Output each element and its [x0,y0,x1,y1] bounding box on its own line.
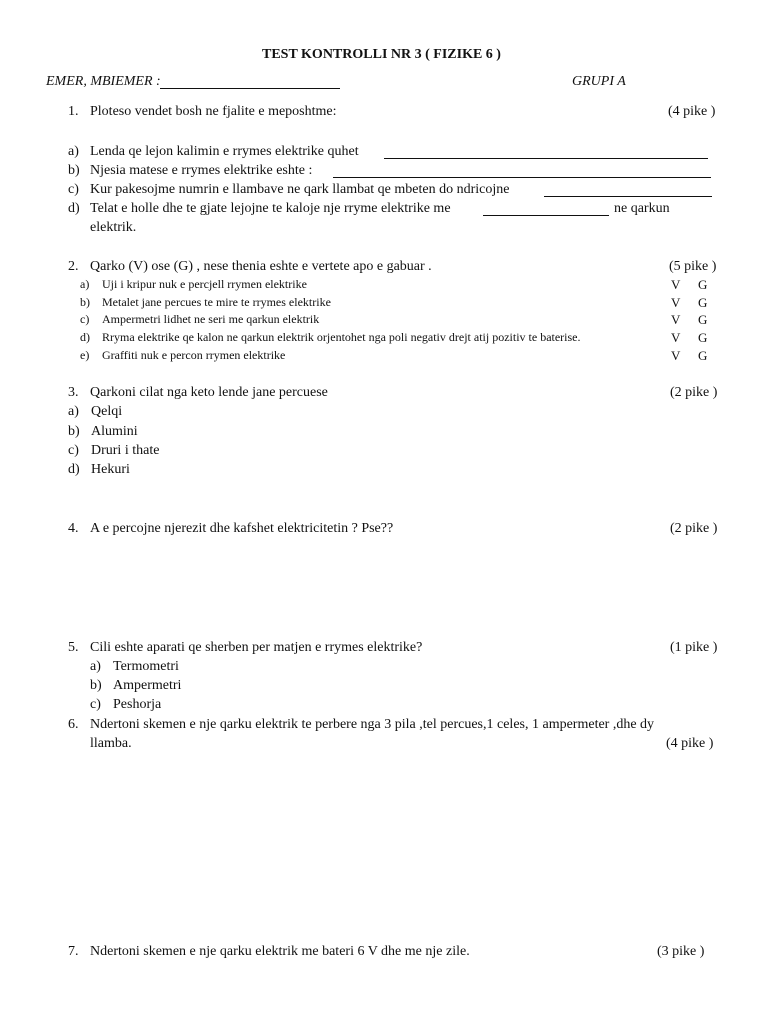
q3-option-letter: a) [68,404,79,419]
q3-option-letter: b) [68,424,80,439]
q1-number: 1. [68,104,79,119]
q2-item-letter: a) [80,277,90,291]
true-option[interactable]: V [671,312,681,327]
q2-number: 2. [68,259,79,274]
q5-option-letter: a) [90,659,101,674]
q1d-answer-blank[interactable] [483,204,609,216]
q3-option-letter: d) [68,462,80,477]
false-option[interactable]: G [698,295,708,310]
q5-points: (1 pike ) [670,640,718,655]
q5-option-letter: c) [90,697,101,712]
q3-option[interactable]: Qelqi [91,404,123,419]
q2-text: Qarko (V) ose (G) , nese thenia eshte e vertete apo e gabuar . [90,259,432,274]
q2-item-text: Ampermetri lidhet ne seri me qarkun elektrik [102,312,320,326]
q6-points: (4 pike ) [666,736,714,751]
q6-text-continuation: llamba. [90,736,132,751]
q1-item-letter: c) [68,182,79,197]
q2-item-letter: b) [80,295,90,309]
false-option[interactable]: G [698,312,708,327]
name-blank-line[interactable] [160,77,340,89]
q2-item-letter: c) [80,312,90,326]
q5-number: 5. [68,640,79,655]
q5-option-letter: b) [90,678,102,693]
q3-number: 3. [68,385,79,400]
q3-option[interactable]: Alumini [91,424,138,439]
true-option[interactable]: V [671,330,681,345]
q1b-answer-blank[interactable] [333,166,711,178]
true-option[interactable]: V [671,277,681,292]
q1-points: (4 pike ) [668,104,716,119]
q1-item-letter: d) [68,201,80,216]
q1-item-text: Kur pakesojme numrin e llambave ne qark llambat qe mbeten do ndricojne [90,182,510,197]
q2-item-text: Metalet jane percues te mire te rrymes elektrike [102,295,331,309]
q1-item-text: Njesia matese e rrymes elektrike eshte : [90,163,313,178]
q7-points: (3 pike ) [657,944,705,959]
q1-text: Ploteso vendet bosh ne fjalite e meposhtme: [90,104,337,119]
q1-item-text: Lenda qe lejon kalimin e rrymes elektrike quhet [90,144,359,159]
group-label: GRUPI A [572,74,626,89]
q6-number: 6. [68,717,79,732]
q7-text: Ndertoni skemen e nje qarku elektrik me bateri 6 V dhe me nje zile. [90,944,470,959]
q5-text: Cili eshte aparati qe sherben per matjen e rrymes elektrike? [90,640,423,655]
false-option[interactable]: G [698,348,708,363]
q4-text: A e percojne njerezit dhe kafshet elektricitetin ? Pse?? [90,521,394,536]
q2-item-letter: d) [80,330,90,344]
q7-number: 7. [68,944,79,959]
q3-option[interactable]: Druri i thate [91,443,160,458]
true-option[interactable]: V [671,295,681,310]
q3-option-letter: c) [68,443,79,458]
q3-points: (2 pike ) [670,385,718,400]
name-label: EMER, MBIEMER : [46,74,161,89]
q3-text: Qarkoni cilat nga keto lende jane percuese [90,385,328,400]
q5-option[interactable]: Peshorja [113,697,162,712]
q1c-answer-blank[interactable] [544,185,712,197]
q2-item-text: Rryma elektrike qe kalon ne qarkun elektrik orjentohet nga poli negativ drejt atij pozitiv te baterise. [102,330,581,344]
q2-item-text: Graffiti nuk e percon rrymen elektrike [102,348,286,362]
test-title: TEST KONTROLLI NR 3 ( FIZIKE 6 ) [262,47,501,62]
q3-option[interactable]: Hekuri [91,462,130,477]
q1-item-letter: b) [68,163,80,178]
false-option[interactable]: G [698,330,708,345]
q2-item-letter: e) [80,348,90,362]
q1-item-text-after: ne qarkun [614,201,670,216]
q1-item-text: Telat e holle dhe te gjate lejojne te kaloje nje rryme elektrike me [90,201,451,216]
q5-option[interactable]: Ampermetri [113,678,182,693]
q5-option[interactable]: Termometri [113,659,179,674]
true-option[interactable]: V [671,348,681,363]
false-option[interactable]: G [698,277,708,292]
q1a-answer-blank[interactable] [384,147,708,159]
q2-points: (5 pike ) [669,259,717,274]
q4-number: 4. [68,521,79,536]
q2-item-text: Uji i kripur nuk e percjell rrymen elektrike [102,277,307,291]
q1-item-letter: a) [68,144,79,159]
q6-text: Ndertoni skemen e nje qarku elektrik te perbere nga 3 pila ,tel percues,1 celes, 1 ampermeter ,dhe dy [90,717,655,732]
q4-points: (2 pike ) [670,521,718,536]
q1-item-continuation: elektrik. [90,220,137,235]
